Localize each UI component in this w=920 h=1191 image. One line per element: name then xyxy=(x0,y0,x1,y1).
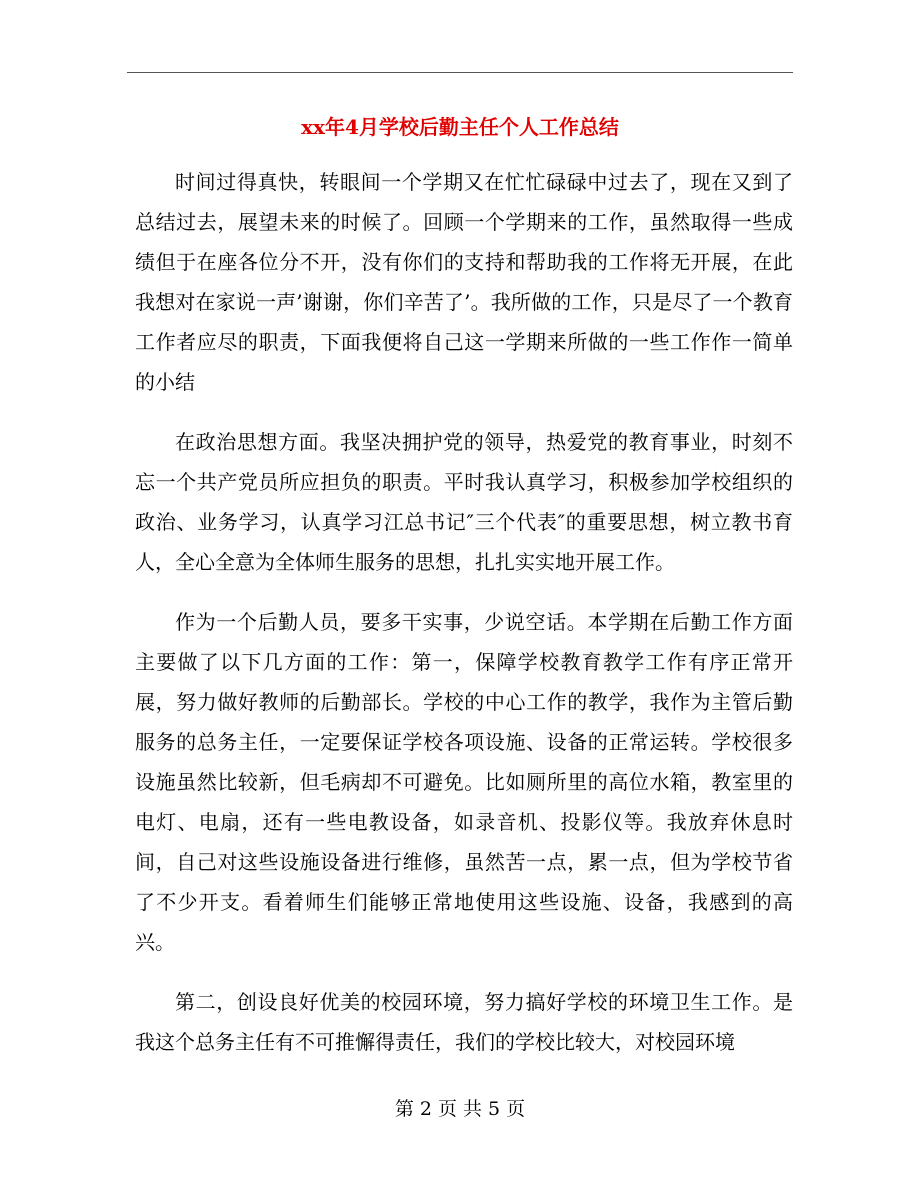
header-rule xyxy=(127,72,793,73)
document-title: xx年4月学校后勤主任个人工作总结 xyxy=(301,115,619,139)
paragraph-intro: 时间过得真快，转眼间一个学期又在忙忙碌碌中过去了，现在又到了总结过去，展望未来的时候了。回顾一个学期来的工作，虽然取得一些成绩但于在座各位分不开，没有你们的支持和帮助我的工作将无开展，在此我想对在家说一声’谢谢，你们辛苦了’。我所做的工作，只是尽了一个教育工作者应尽的职责，下面我便将自己这一学期来所做的一些工作作一简单的小结 xyxy=(135,170,793,394)
page-number: 第 2 页 共 5 页 xyxy=(394,1098,526,1120)
paragraph-logistics: 作为一个后勤人员，要多干实事，少说空话。本学期在后勤工作方面主要做了以下几方面的工作：第一，保障学校教育教学工作有序正常开展，努力做好教师的后勤部长。学校的中心工作的教学，我作为主管后勤服务的总务主任，一定要保证学校各项设施、设备的正常运转。学校很多设施虽然比较新，但毛病却不可避免。比如厕所里的高位水箱，教室里的电灯、电扇，还有一些电教设备，如录音机、投影仪等。我放弃休息时间，自己对这些设施设备进行维修，虽然苦一点，累一点，但为学校节省了不少开支。看着师生们能够正常地使用这些设施、设备，我感到的高兴。 xyxy=(135,610,793,954)
paragraph-environment: 第二，创设良好优美的校园环境，努力搞好学校的环境卫生工作。是我这个总务主任有不可推懈得责任，我们的学校比较大，对校园环境 xyxy=(135,990,793,1054)
document-body xyxy=(135,162,793,1082)
paragraph-political: 在政治思想方面。我坚决拥护党的领导，热爱党的教育事业，时刻不忘一个共产党员所应担负的职责。平时我认真学习，积极参加学校组织的政治、业务学习，认真学习江总书记″三个代表″的重要思想，树立教书育人，全心全意为全体师生服务的思想，扎扎实实地开展工作。 xyxy=(135,430,793,574)
